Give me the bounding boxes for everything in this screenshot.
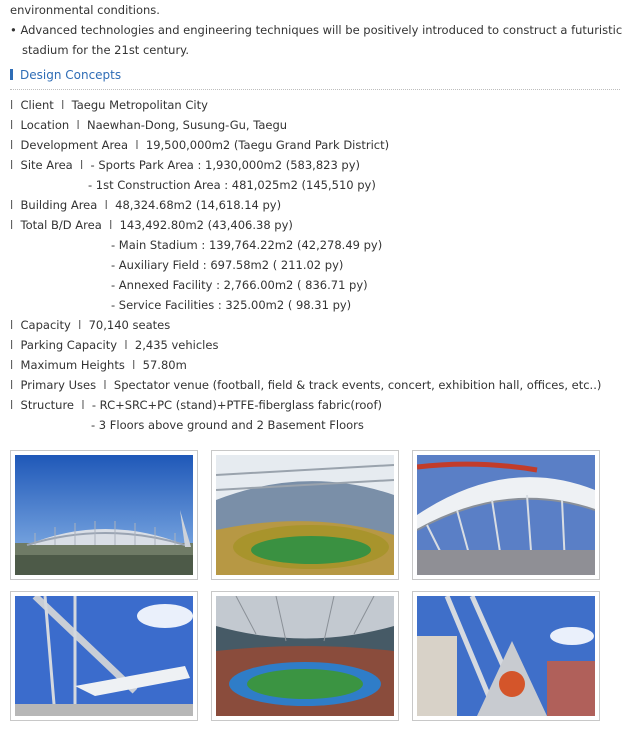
- separator-mark: l: [76, 118, 80, 132]
- stadium-photo-canopy[interactable]: [10, 591, 198, 721]
- spec-key: Maximum Heights: [20, 358, 125, 372]
- separator-mark: l: [10, 218, 14, 232]
- spec-key: Building Area: [20, 198, 98, 212]
- spec-subvalue: - Service Facilities : 325.00m2 ( 98.31 py): [111, 298, 352, 312]
- spec-value: Spectator venue (football, field & track events, concert, exhibition hall, offices, etc..): [113, 378, 602, 392]
- stadium-photo-field[interactable]: [211, 591, 399, 721]
- spec-row: [10, 155, 620, 175]
- spec-key: Development Area: [20, 138, 129, 152]
- separator-mark: l: [10, 358, 14, 372]
- separator-mark: l: [10, 198, 14, 212]
- spec-key: Structure: [20, 398, 75, 412]
- bullet: •: [10, 23, 17, 37]
- separator-mark: l: [80, 158, 84, 172]
- spec-value: Naewhan-Dong, Susung-Gu, Taegu: [86, 118, 288, 132]
- stadium-exterior-image: [15, 455, 193, 575]
- spec-key: Total B/D Area: [20, 218, 102, 232]
- spec-row: [10, 135, 620, 155]
- intro-bullet-line: [10, 20, 623, 40]
- stadium-field-image: [216, 596, 394, 716]
- spec-key: Site Area: [20, 158, 73, 172]
- spec-value: - RC+SRC+PC (stand)+PTFE-fiberglass fabric(roof): [91, 398, 383, 412]
- separator-mark: l: [135, 138, 139, 152]
- spec-subrow: [10, 255, 620, 275]
- intro-line-1: environmental conditions.: [10, 3, 160, 17]
- spec-key: Capacity: [20, 318, 71, 332]
- spec-key: Primary Uses: [20, 378, 97, 392]
- spec-value: Taegu Metropolitan City: [71, 98, 208, 112]
- separator-mark: l: [10, 338, 14, 352]
- stadium-interior-roof-image: [216, 455, 394, 575]
- spec-row: [10, 335, 620, 355]
- spec-row: [10, 395, 620, 415]
- dotted-divider: [10, 89, 620, 90]
- separator-mark: l: [132, 358, 136, 372]
- spec-key: Client: [20, 98, 54, 112]
- spec-row: [10, 95, 620, 115]
- stadium-photo-interior-roof[interactable]: [211, 450, 399, 580]
- separator-mark: l: [109, 218, 113, 232]
- spec-subvalue: - 3 Floors above ground and 2 Basement Floors: [91, 418, 364, 432]
- spec-subvalue: - Auxiliary Field : 697.58m2 ( 211.02 py): [111, 258, 344, 272]
- spec-value: 48,324.68m2 (14,618.14 py): [115, 198, 282, 212]
- separator-mark: l: [10, 118, 14, 132]
- spec-list: [10, 95, 620, 435]
- spec-row: [10, 195, 620, 215]
- section-heading-text: Design Concepts: [20, 68, 122, 82]
- stadium-photo-triangle[interactable]: [412, 591, 600, 721]
- stadium-triangle-image: [417, 596, 595, 716]
- spec-row: [10, 215, 620, 235]
- separator-mark: l: [104, 198, 108, 212]
- spec-subvalue: - Annexed Facility : 2,766.00m2 ( 836.71 py): [111, 278, 368, 292]
- intro-text: [10, 0, 623, 60]
- stadium-truss-image: [417, 455, 595, 575]
- section-heading: [10, 66, 121, 84]
- separator-mark: l: [81, 398, 85, 412]
- spec-subrow: [10, 175, 620, 195]
- spec-value: 2,435 vehicles: [134, 338, 219, 352]
- spec-subrow: [10, 415, 620, 435]
- spec-key: Location: [20, 118, 70, 132]
- stadium-photo-truss[interactable]: [412, 450, 600, 580]
- spec-value: 57.80m: [142, 358, 187, 372]
- heading-marker-icon: [10, 69, 13, 80]
- separator-mark: l: [10, 398, 14, 412]
- stadium-canopy-image: [15, 596, 193, 716]
- separator-mark: l: [10, 138, 14, 152]
- separator-mark: l: [78, 318, 82, 332]
- spec-key: Parking Capacity: [20, 338, 118, 352]
- separator-mark: l: [10, 158, 14, 172]
- spec-value: - Sports Park Area : 1,930,000m2 (583,823 py): [90, 158, 361, 172]
- separator-mark: l: [61, 98, 65, 112]
- separator-mark: l: [10, 318, 14, 332]
- spec-subrow: [10, 275, 620, 295]
- spec-subvalue: - 1st Construction Area : 481,025m2 (145,510 py): [88, 178, 376, 192]
- spec-row: [10, 115, 620, 135]
- spec-subrow: [10, 235, 620, 255]
- separator-mark: l: [124, 338, 128, 352]
- spec-value: 19,500,000m2 (Taegu Grand Park District): [145, 138, 390, 152]
- stadium-photo-exterior[interactable]: [10, 450, 198, 580]
- intro-line-3: stadium for the 21st century.: [22, 43, 190, 57]
- spec-value: 70,140 seates: [88, 318, 171, 332]
- spec-subvalue: - Main Stadium : 139,764.22m2 (42,278.49 py): [111, 238, 383, 252]
- spec-row: [10, 315, 620, 335]
- separator-mark: l: [10, 98, 14, 112]
- separator-mark: l: [103, 378, 107, 392]
- intro-line-2: Advanced technologies and engineering techniques will be positively introduced to construct a futuristic: [20, 23, 623, 37]
- spec-row: [10, 355, 620, 375]
- spec-subrow: [10, 295, 620, 315]
- separator-mark: l: [10, 378, 14, 392]
- spec-value: 143,492.80m2 (43,406.38 py): [119, 218, 293, 232]
- spec-row: [10, 375, 620, 395]
